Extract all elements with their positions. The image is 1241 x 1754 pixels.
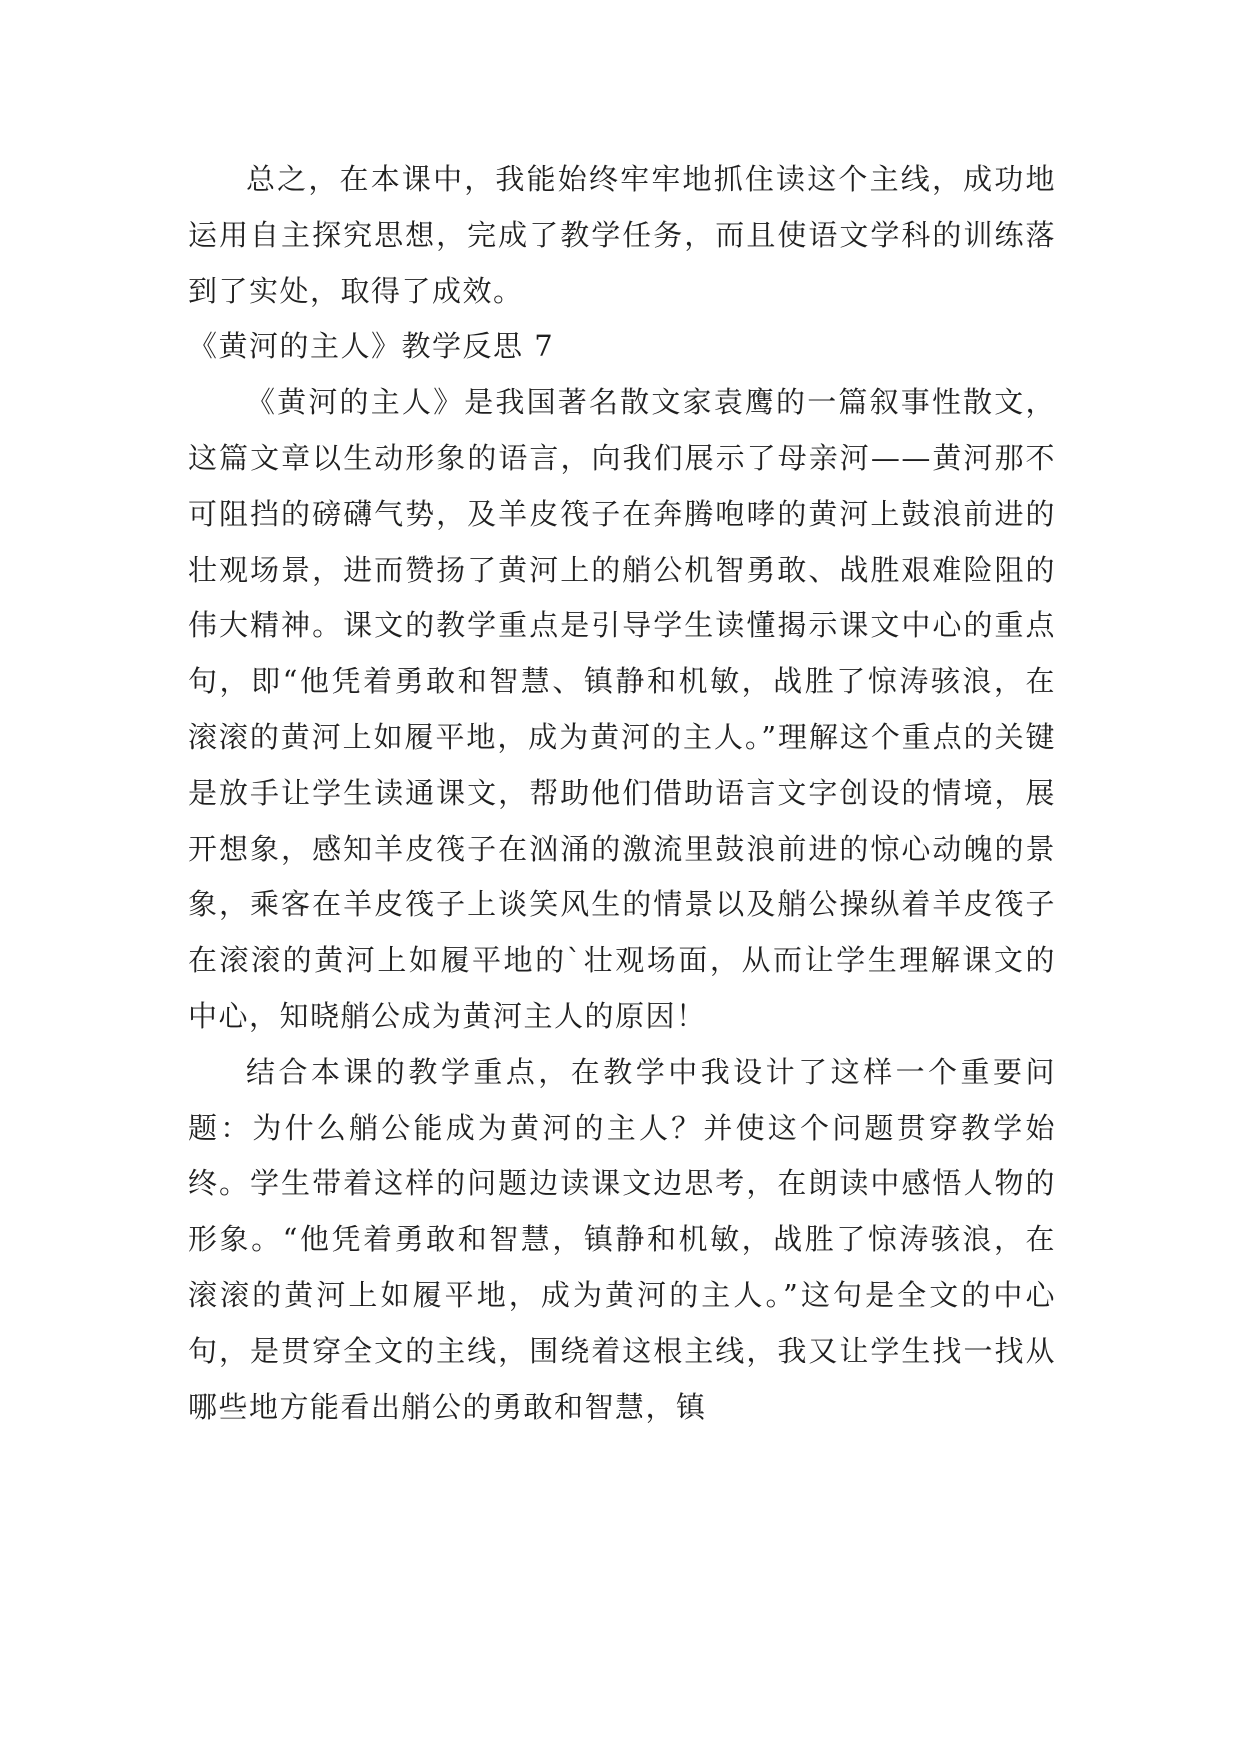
paragraph-conclusion: 总之，在本课中，我能始终牢牢地抓住读这个主线，成功地运用自主探究思想，完成了教学任务，而且使语文学科的训练落到了实处，取得了成效。 bbox=[188, 162, 1056, 308]
paragraph-introduction: 《黄河的主人》是我国著名散文家袁鹰的一篇叙事性散文，这篇文章以生动形象的语言，向我们展示了母亲河——黄河那不可阻挡的磅礴气势，及羊皮筏子在奔腾咆哮的黄河上鼓浪前进的壮观场景，进而赞扬了黄河上的艄公机智勇敢、战胜艰难险阻的伟大精神。课文的教学重点是引导学生读懂揭示课文中心的重点句，即“他凭着勇敢和智慧、镇静和机敏，战胜了惊涛骇浪，在滚滚的黄河上如履平地，成为黄河的主人。”理解这个重点的关键是放手让学生读通课文，帮助他们借助语言文字创设的情境，展开想象，感知羊皮筏子在汹涌的激流里鼓浪前进的惊心动魄的景象，乘客在羊皮筏子上谈笑风生的情景以及艄公操纵着羊皮筏子在滚滚的黄河上如履平地的`壮观场面，从而让学生理解课文的中心，知晓艄公成为黄河主人的原因！ bbox=[188, 385, 1056, 1033]
section-title: 《黄河的主人》教学反思 7 bbox=[188, 329, 555, 364]
document-page bbox=[188, 152, 1056, 1435]
paragraph-teaching-design: 结合本课的教学重点，在教学中我设计了这样一个重要问题：为什么艄公能成为黄河的主人？并使这个问题贯穿教学始终。学生带着这样的问题边读课文边思考，在朗读中感悟人物的形象。“他凭着勇敢和智慧，镇静和机敏，战胜了惊涛骇浪，在滚滚的黄河上如履平地，成为黄河的主人。”这句是全文的中心句，是贯穿全文的主线，围绕着这根主线，我又让学生找一找从哪些地方能看出艄公的勇敢和智慧，镇 bbox=[188, 1054, 1056, 1424]
